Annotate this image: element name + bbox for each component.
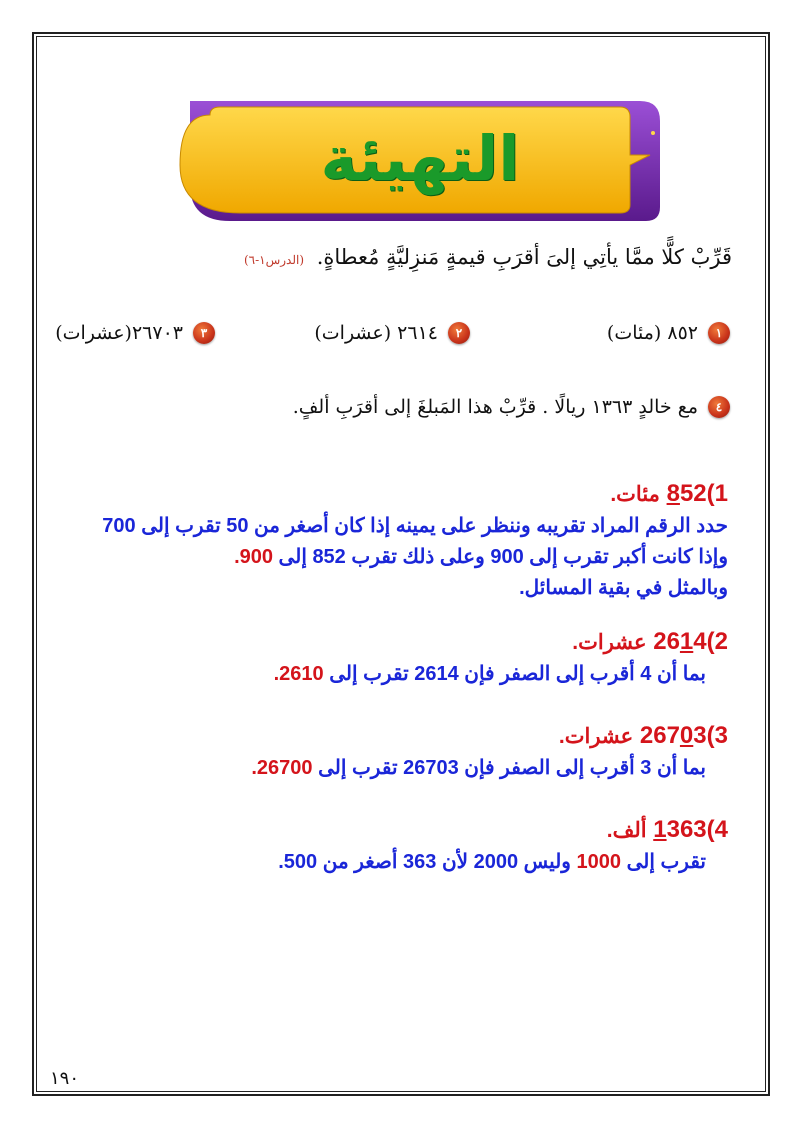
answer-result: 1000 xyxy=(576,851,622,873)
answer-heading xyxy=(68,626,728,659)
lesson-reference: (الدرس١-٦) xyxy=(243,253,305,267)
number-rounding-digit: 0 xyxy=(679,722,694,749)
number-prefix: 267 xyxy=(639,722,680,749)
answer-index: 2) xyxy=(706,628,728,655)
number-suffix: 4 xyxy=(693,628,707,655)
answer-4 xyxy=(68,814,728,878)
answer-line xyxy=(68,847,728,878)
answer-3 xyxy=(68,720,728,784)
answer-1 xyxy=(68,478,728,604)
exercise-number-badge: ١ xyxy=(708,322,730,344)
exercise-number-badge: ٣ xyxy=(193,322,215,344)
answer-index: 3) xyxy=(706,722,728,749)
exercise-3 xyxy=(55,322,215,344)
number-rounding-digit: 1 xyxy=(653,816,667,843)
exercise-number-badge: ٤ xyxy=(708,396,730,418)
answer-text: بما أن 4 أقرب إلى الصفر فإن 2614 تقرب إلى xyxy=(323,663,706,685)
exercise-row xyxy=(55,322,730,352)
answer-number xyxy=(640,722,707,749)
answer-2 xyxy=(68,626,728,690)
instruction-text: قَرِّبْ كلًّا ممَّا يأتِي إلىَ أقرَبِ قيمةٍ مَنزِليَّةٍ مُعطاةٍ. xyxy=(316,245,732,269)
number-suffix: 3 xyxy=(693,722,707,749)
title-banner xyxy=(170,95,665,225)
answer-heading xyxy=(68,720,728,753)
answer-index: 4) xyxy=(706,816,728,843)
answer-number xyxy=(653,628,706,655)
exercise-1 xyxy=(607,322,730,344)
answer-line xyxy=(68,659,728,690)
answer-line: وبالمثل في بقية المسائل. xyxy=(519,577,728,599)
page-number: ١٩٠ xyxy=(50,1068,80,1089)
number-rounding-digit: 8 xyxy=(666,480,680,507)
answers-section xyxy=(68,478,728,878)
answer-result: 26700. xyxy=(251,757,313,779)
number-suffix: 52 xyxy=(679,480,707,507)
answer-text: تقرب إلى xyxy=(621,851,706,873)
place-value-word: مئات. xyxy=(610,483,660,506)
exercise-text: ٢٦١٤ (عشرات) xyxy=(314,322,438,344)
answer-text: وإذا كانت أكبر تقرب إلى 900 وعلى ذلك تقرب 852 إلى xyxy=(273,546,728,568)
exercise-4 xyxy=(293,396,730,418)
answer-number xyxy=(667,480,707,507)
answer-line xyxy=(68,753,728,784)
answer-number xyxy=(653,816,706,843)
exercise-text: ٨٥٢ (مئات) xyxy=(606,322,698,344)
answer-line: حدد الرقم المراد تقريبه وننظر على يمينه إذا كان أصغر من 50 تقرب إلى 700 xyxy=(102,515,728,537)
place-value-word: عشرات. xyxy=(558,725,634,748)
answer-result: 900. xyxy=(234,546,273,568)
answer-heading xyxy=(68,814,728,847)
answer-index: 1) xyxy=(706,480,728,507)
instruction xyxy=(72,245,732,269)
place-value-word: ألف. xyxy=(606,819,647,842)
answer-text: بما أن 3 أقرب إلى الصفر فإن 26703 تقرب إلى xyxy=(312,757,706,779)
number-prefix: 26 xyxy=(653,628,680,655)
exercise-text: ٢٦٧٠٣(عشرات) xyxy=(55,322,183,344)
exercise-2 xyxy=(314,322,470,344)
answer-heading xyxy=(68,478,728,511)
number-suffix: 363 xyxy=(666,816,707,843)
exercise-text: مع خالدٍ ١٣٦٣ ريالًا . قرِّبْ هذا المَبلغَ إلى أقرَبِ ألفٍ. xyxy=(292,396,698,418)
banner-title: التهيئة xyxy=(320,121,520,195)
answer-text: وليس 2000 لأن 363 أصغر من 500. xyxy=(278,851,577,873)
place-value-word: عشرات. xyxy=(572,631,647,654)
number-rounding-digit: 1 xyxy=(679,628,694,655)
answer-result: 2610. xyxy=(273,663,324,685)
exercise-number-badge: ٢ xyxy=(448,322,470,344)
answer-line xyxy=(68,542,728,573)
